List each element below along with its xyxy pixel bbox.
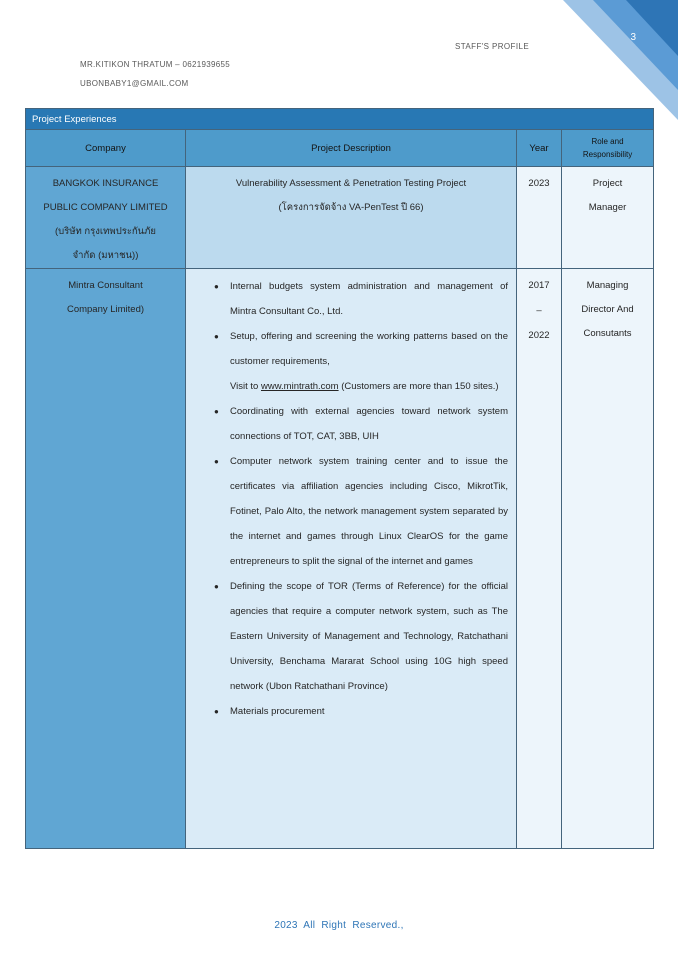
footer-text: 2023 All Right Reserved.,: [274, 920, 404, 931]
company-cell: [26, 167, 186, 269]
role-header-line: Responsibility: [582, 150, 633, 159]
company-cell: [26, 269, 186, 849]
contact-block: [80, 60, 230, 98]
project-experiences-table: [25, 108, 654, 849]
bullet-text: Coordinating with external agencies toward network system connections of TOT, CAT, 3BB, UIH: [230, 406, 508, 442]
company-line: BANGKOK INSURANCE: [52, 178, 159, 189]
year-cell: 2023: [517, 167, 562, 269]
bullet-text: Computer network system training center and to issue the certificates via affiliation agencies including Cisco, MikrotTik, Fotinet, Palo Alto, the network management system separated by the internet and games through Linux ClearOS for the game entrepreneurs to split the signal of the internet and games: [230, 456, 508, 567]
role-cell: [562, 269, 654, 849]
role-line: Consutants: [583, 328, 632, 339]
company-line: (บริษัท กรุงเทพประกันภัย: [54, 226, 157, 237]
bullet-list: [186, 269, 516, 724]
bullet-text: Defining the scope of TOR (Terms of Reference) for the official agencies that require a computer network system, such as The Eastern University of Management and Technology, Ratchathani University, Benchama Mararat School using 10G high speed network (Ubon Ratchathani Province): [230, 581, 508, 692]
bullet-item: [214, 399, 508, 449]
table-title: Project Experiences: [26, 109, 654, 130]
description-line: Vulnerability Assessment & Penetration Testing Project: [235, 178, 467, 189]
bullet-item: [214, 699, 508, 724]
bullet-item: [214, 574, 508, 699]
bullet-item: [214, 274, 508, 324]
role-line: Director And: [581, 304, 634, 315]
bullet-text: Visit to: [230, 381, 261, 392]
role-line: Project: [592, 178, 623, 189]
mintrath-link[interactable]: www.mintrath.com: [260, 381, 339, 392]
contact-name: MR.KITIKON THRATUM – 0621939655: [80, 60, 230, 69]
company-line: Mintra Consultant: [68, 280, 143, 291]
company-line: PUBLIC COMPANY LIMITED: [43, 202, 168, 213]
bullet-text: Setup, offering and screening the working patterns based on the customer requirements,: [230, 331, 508, 367]
bullet-text: (Customers are more than 150 sites.): [338, 381, 499, 392]
header-label: STAFF'S PROFILE: [455, 42, 530, 51]
bullet-text: Materials procurement: [230, 706, 325, 717]
column-header-company: Company: [26, 130, 186, 167]
description-cell: [186, 167, 517, 269]
role-line: Manager: [588, 202, 627, 213]
year-cell: [517, 269, 562, 849]
company-line: Company Limited): [66, 304, 145, 315]
bullet-item: [214, 449, 508, 574]
year-line: –: [536, 305, 542, 316]
role-line: Managing: [586, 280, 629, 291]
table-row: [26, 269, 654, 849]
description-line: (โครงการจัดจ้าง VA-PenTest ปี 66): [278, 202, 424, 213]
company-line: จำกัด (มหาชน)): [72, 250, 139, 261]
page-number: 3: [630, 32, 636, 43]
role-header-line: Role and: [591, 137, 624, 146]
column-header-role: [562, 130, 654, 167]
column-header-year: Year: [517, 130, 562, 167]
role-cell: [562, 167, 654, 269]
bullet-text: Internal budgets system administration and management of Mintra Consultant Co., Ltd.: [230, 281, 508, 317]
description-cell: [186, 269, 517, 849]
year-line: 2017: [528, 280, 550, 291]
table-row: [26, 167, 654, 269]
year-line: 2022: [528, 330, 550, 341]
bullet-item: [214, 324, 508, 399]
contact-email: UBONBABY1@GMAIL.COM: [80, 79, 189, 88]
column-header-description: Project Description: [186, 130, 517, 167]
